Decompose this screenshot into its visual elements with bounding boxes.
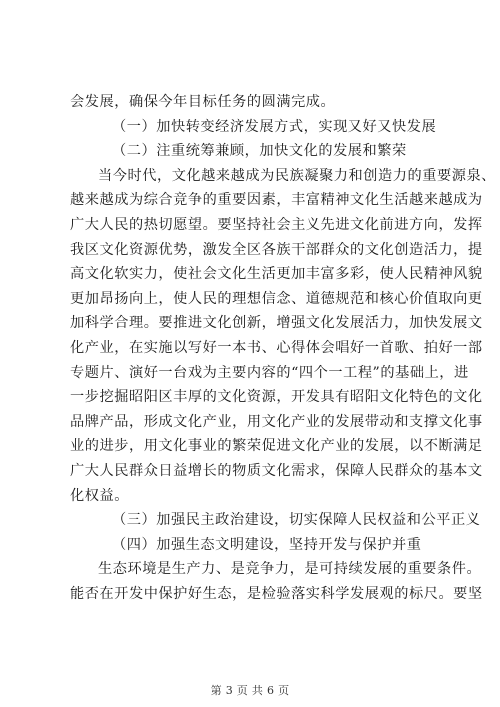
body-text (70, 90, 496, 606)
text-line: 一步挖掘昭阳区丰厚的文化资源，开发具有昭阳文化特色的文化 (70, 389, 483, 406)
text-line: 能否在开发中保护好生态，是检验落实科学发展观的标尺。要坚 (70, 585, 483, 602)
section-heading-1: （一）加快转变经济发展方式，实现又好又快发展 (112, 118, 437, 135)
text-line: 专题片、演好一台戏为主要内容的“四个一工程”的基础上，进 (70, 364, 469, 381)
text-line: 加科学合理。要推进文化创新，增强文化发展活力，加快发展文 (70, 315, 483, 332)
text-line: 更加昂扬向上，使人民的理想信念、道德规范和核心价值取向更 (70, 290, 483, 307)
paragraph-first-line: 生态环境是生产力、是竞争力，是可持续发展的重要条件。 (98, 561, 482, 578)
text-line: 品牌产品，形成文化产业，用文化产业的发展带动和支撑文化事 (70, 413, 483, 430)
text-line: 广大人民群众日益增长的物质文化需求，保障人民群众的基本文 (70, 462, 483, 479)
text-line: 我区文化资源优势，激发全区各族干部群众的文化创造活力，提 (70, 241, 483, 258)
text-line: 化权益。 (70, 487, 129, 504)
text-line: 化产业，在实施以写好一本书、心得体会唱好一首歌、拍好一部 (70, 339, 483, 356)
text-line: 广大人民的热切愿望。要坚持社会主义先进文化前进方向，发挥 (70, 216, 483, 233)
text-line: 高文化软实力，使社会文化生活更加丰富多彩，使人民精神风貌 (70, 266, 483, 283)
text-line: 越来越成为综合竞争的重要因素，丰富精神文化生活越来越成为 (70, 192, 483, 209)
section-heading-2: （二）注重统筹兼顾，加快文化的发展和繁荣 (112, 143, 407, 160)
section-heading-3: （三）加强民主政治建设，切实保障人民权益和公平正义 (112, 512, 481, 529)
text-line: 会发展，确保今年目标任务的圆满完成。 (70, 94, 336, 110)
text-line: 业的进步，用文化事业的繁荣促进文化产业的发展，以不断满足 (70, 438, 483, 455)
page-number-footer: 第 3 页 共 6 页 (210, 684, 290, 697)
section-heading-4: （四）加强生态文明建设，坚持开发与保护并重 (112, 536, 422, 553)
paragraph-first-line: 当今时代，文化越来越成为民族凝聚力和创造力的重要源泉、 (98, 167, 496, 184)
